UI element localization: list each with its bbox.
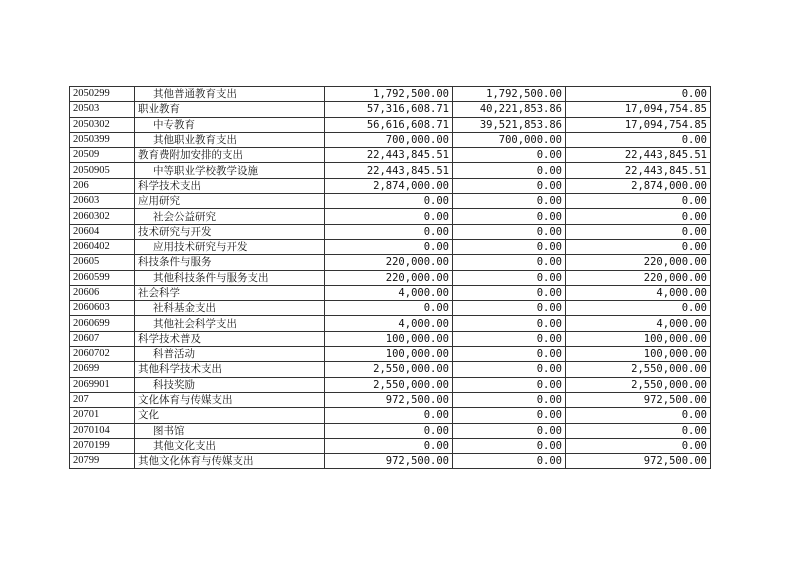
project-expenditure-cell: 0.00 (566, 438, 711, 453)
table-row (70, 132, 711, 147)
account-code-cell: 2050299 (70, 87, 135, 102)
basic-expenditure-cell: 0.00 (453, 362, 566, 377)
account-name-cell: 其他文化支出 (135, 438, 325, 453)
account-code-cell: 2060599 (70, 270, 135, 285)
account-code-cell: 20503 (70, 102, 135, 117)
table-row (70, 423, 711, 438)
account-name-cell: 社会公益研究 (135, 209, 325, 224)
table-row (70, 454, 711, 469)
basic-expenditure-cell: 0.00 (453, 194, 566, 209)
total-amount-cell: 4,000.00 (325, 316, 453, 331)
account-code-cell: 20603 (70, 194, 135, 209)
account-name-cell: 应用技术研究与开发 (135, 239, 325, 254)
total-amount-cell: 700,000.00 (325, 132, 453, 147)
basic-expenditure-cell: 0.00 (453, 316, 566, 331)
total-amount-cell: 0.00 (325, 194, 453, 209)
table-row (70, 163, 711, 178)
table-row (70, 117, 711, 132)
project-expenditure-cell: 0.00 (566, 209, 711, 224)
basic-expenditure-cell: 0.00 (453, 224, 566, 239)
basic-expenditure-cell: 700,000.00 (453, 132, 566, 147)
account-code-cell: 20799 (70, 454, 135, 469)
account-name-cell: 科学技术普及 (135, 331, 325, 346)
account-name-cell: 其他普通教育支出 (135, 87, 325, 102)
total-amount-cell: 0.00 (325, 301, 453, 316)
basic-expenditure-cell: 0.00 (453, 423, 566, 438)
basic-expenditure-cell: 40,221,853.86 (453, 102, 566, 117)
total-amount-cell: 972,500.00 (325, 454, 453, 469)
table-row (70, 331, 711, 346)
account-name-cell: 中专教育 (135, 117, 325, 132)
table-row (70, 178, 711, 193)
basic-expenditure-cell: 0.00 (453, 392, 566, 407)
account-code-cell: 20509 (70, 148, 135, 163)
account-name-cell: 图书馆 (135, 423, 325, 438)
project-expenditure-cell: 4,000.00 (566, 316, 711, 331)
table-row (70, 270, 711, 285)
project-expenditure-cell: 100,000.00 (566, 331, 711, 346)
account-name-cell: 教育费附加安排的支出 (135, 148, 325, 163)
account-code-cell: 2050302 (70, 117, 135, 132)
account-name-cell: 文化 (135, 408, 325, 423)
total-amount-cell: 0.00 (325, 209, 453, 224)
account-code-cell: 20607 (70, 331, 135, 346)
table-row (70, 224, 711, 239)
project-expenditure-cell: 22,443,845.51 (566, 163, 711, 178)
total-amount-cell: 972,500.00 (325, 392, 453, 407)
total-amount-cell: 2,550,000.00 (325, 377, 453, 392)
basic-expenditure-cell: 0.00 (453, 239, 566, 254)
project-expenditure-cell: 4,000.00 (566, 285, 711, 300)
project-expenditure-cell: 22,443,845.51 (566, 148, 711, 163)
account-name-cell: 其他社会科学支出 (135, 316, 325, 331)
basic-expenditure-cell: 0.00 (453, 148, 566, 163)
basic-expenditure-cell: 0.00 (453, 255, 566, 270)
table-row (70, 102, 711, 117)
project-expenditure-cell: 0.00 (566, 132, 711, 147)
budget-expenditure-table (69, 86, 711, 469)
total-amount-cell: 22,443,845.51 (325, 163, 453, 178)
account-code-cell: 2070199 (70, 438, 135, 453)
total-amount-cell: 100,000.00 (325, 331, 453, 346)
account-code-cell: 207 (70, 392, 135, 407)
project-expenditure-cell: 17,094,754.85 (566, 102, 711, 117)
basic-expenditure-cell: 0.00 (453, 178, 566, 193)
account-name-cell: 科学技术支出 (135, 178, 325, 193)
account-code-cell: 2060702 (70, 347, 135, 362)
account-code-cell: 20606 (70, 285, 135, 300)
table-row (70, 438, 711, 453)
account-code-cell: 206 (70, 178, 135, 193)
table-row (70, 209, 711, 224)
basic-expenditure-cell: 0.00 (453, 301, 566, 316)
project-expenditure-cell: 100,000.00 (566, 347, 711, 362)
table-row (70, 148, 711, 163)
table-body (70, 87, 711, 469)
project-expenditure-cell: 0.00 (566, 87, 711, 102)
total-amount-cell: 2,874,000.00 (325, 178, 453, 193)
basic-expenditure-cell: 0.00 (453, 438, 566, 453)
project-expenditure-cell: 0.00 (566, 194, 711, 209)
account-code-cell: 20699 (70, 362, 135, 377)
total-amount-cell: 0.00 (325, 239, 453, 254)
basic-expenditure-cell: 0.00 (453, 209, 566, 224)
basic-expenditure-cell: 0.00 (453, 163, 566, 178)
total-amount-cell: 0.00 (325, 224, 453, 239)
total-amount-cell: 220,000.00 (325, 270, 453, 285)
table-row (70, 194, 711, 209)
project-expenditure-cell: 220,000.00 (566, 270, 711, 285)
project-expenditure-cell: 0.00 (566, 408, 711, 423)
account-name-cell: 文化体育与传媒支出 (135, 392, 325, 407)
project-expenditure-cell: 0.00 (566, 239, 711, 254)
table-row (70, 408, 711, 423)
account-name-cell: 其他职业教育支出 (135, 132, 325, 147)
account-name-cell: 中等职业学校教学设施 (135, 163, 325, 178)
table-row (70, 347, 711, 362)
table-row (70, 239, 711, 254)
basic-expenditure-cell: 39,521,853.86 (453, 117, 566, 132)
account-code-cell: 2060699 (70, 316, 135, 331)
account-name-cell: 其他科技条件与服务支出 (135, 270, 325, 285)
account-name-cell: 社会科学 (135, 285, 325, 300)
account-code-cell: 2060603 (70, 301, 135, 316)
account-name-cell: 科技奖励 (135, 377, 325, 392)
total-amount-cell: 100,000.00 (325, 347, 453, 362)
table-row (70, 301, 711, 316)
project-expenditure-cell: 972,500.00 (566, 454, 711, 469)
total-amount-cell: 220,000.00 (325, 255, 453, 270)
total-amount-cell: 4,000.00 (325, 285, 453, 300)
total-amount-cell: 56,616,608.71 (325, 117, 453, 132)
project-expenditure-cell: 2,550,000.00 (566, 362, 711, 377)
account-code-cell: 20701 (70, 408, 135, 423)
total-amount-cell: 57,316,608.71 (325, 102, 453, 117)
total-amount-cell: 0.00 (325, 438, 453, 453)
account-name-cell: 其他科学技术支出 (135, 362, 325, 377)
account-code-cell: 2070104 (70, 423, 135, 438)
project-expenditure-cell: 0.00 (566, 224, 711, 239)
total-amount-cell: 1,792,500.00 (325, 87, 453, 102)
account-code-cell: 2050905 (70, 163, 135, 178)
account-code-cell: 2060402 (70, 239, 135, 254)
account-code-cell: 2069901 (70, 377, 135, 392)
project-expenditure-cell: 2,550,000.00 (566, 377, 711, 392)
basic-expenditure-cell: 0.00 (453, 347, 566, 362)
account-code-cell: 20605 (70, 255, 135, 270)
account-name-cell: 科技条件与服务 (135, 255, 325, 270)
table-row (70, 362, 711, 377)
table-row (70, 316, 711, 331)
project-expenditure-cell: 2,874,000.00 (566, 178, 711, 193)
basic-expenditure-cell: 0.00 (453, 270, 566, 285)
basic-expenditure-cell: 0.00 (453, 331, 566, 346)
table-row (70, 377, 711, 392)
project-expenditure-cell: 17,094,754.85 (566, 117, 711, 132)
basic-expenditure-cell: 1,792,500.00 (453, 87, 566, 102)
table-row (70, 392, 711, 407)
project-expenditure-cell: 972,500.00 (566, 392, 711, 407)
account-code-cell: 2060302 (70, 209, 135, 224)
table-row (70, 285, 711, 300)
account-code-cell: 20604 (70, 224, 135, 239)
basic-expenditure-cell: 0.00 (453, 454, 566, 469)
project-expenditure-cell: 220,000.00 (566, 255, 711, 270)
account-name-cell: 应用研究 (135, 194, 325, 209)
account-code-cell: 2050399 (70, 132, 135, 147)
table-row (70, 255, 711, 270)
account-name-cell: 技术研究与开发 (135, 224, 325, 239)
total-amount-cell: 22,443,845.51 (325, 148, 453, 163)
project-expenditure-cell: 0.00 (566, 423, 711, 438)
account-name-cell: 社科基金支出 (135, 301, 325, 316)
account-name-cell: 科普活动 (135, 347, 325, 362)
total-amount-cell: 0.00 (325, 423, 453, 438)
account-name-cell: 其他文化体育与传媒支出 (135, 454, 325, 469)
table-row (70, 87, 711, 102)
basic-expenditure-cell: 0.00 (453, 285, 566, 300)
total-amount-cell: 0.00 (325, 408, 453, 423)
total-amount-cell: 2,550,000.00 (325, 362, 453, 377)
basic-expenditure-cell: 0.00 (453, 408, 566, 423)
basic-expenditure-cell: 0.00 (453, 377, 566, 392)
project-expenditure-cell: 0.00 (566, 301, 711, 316)
account-name-cell: 职业教育 (135, 102, 325, 117)
